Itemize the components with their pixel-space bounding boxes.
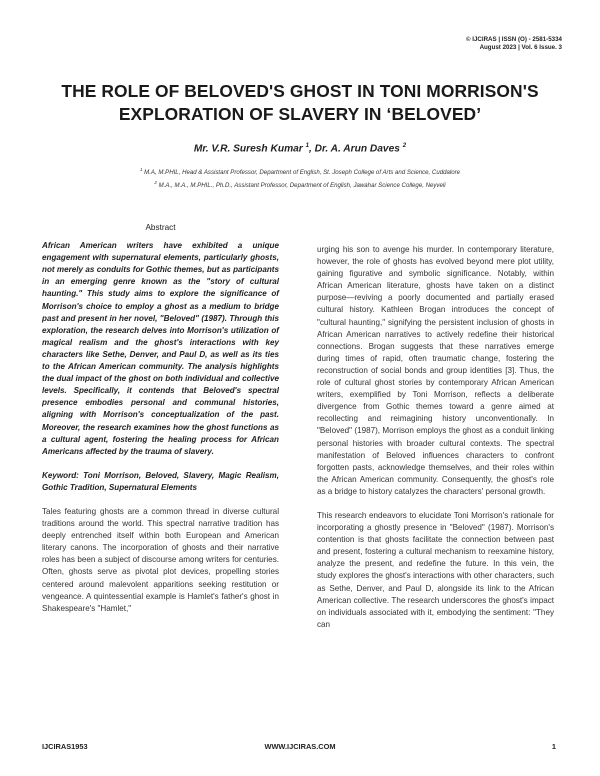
affiliations xyxy=(0,165,600,191)
author-separator: , xyxy=(308,143,315,155)
journal-issn: © IJCIRAS | ISSN (O) - 2581-5334 xyxy=(465,36,562,43)
affiliation-1-sup: 1 xyxy=(139,167,143,172)
journal-issue: August 2023 | Vol. 6 Issue. 3 xyxy=(479,44,562,51)
author-2-sup: 2 xyxy=(402,143,407,149)
footer-page-number: 1 xyxy=(551,742,556,751)
author-2: Dr. A. Arun Daves xyxy=(314,143,400,155)
left-column xyxy=(42,222,279,615)
keywords: Keyword: Toni Morrison, Beloved, Slavery, Magic Realism, Gothic Tradition, Supernatural Elements xyxy=(42,470,279,492)
journal-header xyxy=(466,36,562,52)
affiliation-1-text: M.A, M.PHIL, Head & Assistant Professor, Department of English, St. Joseph College of Arts and Science, Cuddalore xyxy=(144,169,461,177)
body-paragraph-1: Tales featuring ghosts are a common thread in diverse cultural traditions around the world. This spectral narrative tradition has deeply entrenched itself within both European and American literary canons. The incorporation of ghosts and their narrative roles has been a subject of discourse among writers for centuries. Often, ghosts serve as pivotal plot devices, propelling stories centered around malevolent apparitions seeking restitution or vengeance. A quintessential example is Hamlet's father's ghost in Shakespeare's "Hamlet," xyxy=(42,506,279,613)
footer-website: WWW.IJCIRAS.COM xyxy=(264,742,336,751)
authors-line xyxy=(0,143,600,154)
author-1-sup: 1 xyxy=(305,143,309,149)
affiliation-2 xyxy=(0,178,600,191)
author-1: Mr. V.R. Suresh Kumar xyxy=(193,143,303,155)
affiliation-2-text: M.A., M.A., M.PHIL., Ph.D., Assistant Professor, Department of English, Jawahar Science College, Neyveli xyxy=(158,182,446,190)
abstract-heading: Abstract xyxy=(145,223,176,232)
paper-title: THE ROLE OF BELOVED'S GHOST IN TONI MORRISON'S EXPLORATION OF SLAVERY IN ‘BELOVED’ xyxy=(61,81,539,124)
abstract-body: African American writers have exhibited a unique engagement with supernatural elements, particularly ghosts, not merely as conduits for Gothic themes, but as participants in an emerging genre known as the "story of cultural haunting." This study aims to explore the significance of Morrison's choice to employ a ghost as a medium to bridge past and present in her novel, "Beloved" (1987). Through this exploration, the research delves into Morrison's utilization of magical realism and the ghost's interactions with key characters like Sethe, Denver, and Paul D, as well as its ties to the African American community. The analysis highlights the dual impact of the ghost on both individual and collective levels. Specifically, it contends that Beloved's spectral presence embodies personal and communal histories, aligning with Morrison's conceptualization of the past. Moreover, the research examines how the ghost functions as a cultural agent, fostering the healing process for African Americans affected by the trauma of slavery. xyxy=(42,241,279,456)
footer-paper-id: IJCIRAS1953 xyxy=(42,742,88,751)
body-paragraph-3: This research endeavors to elucidate Toni Morrison's rationale for incorporating a ghostly presence in "Beloved" (1987). Morrison's contention is that ghosts facilitate the connection between past and present, fostering a cultural mechanism to reexamine history, analyze the present, and redefine the future. In this vein, the study explores the ghost's interactions with other characters, such as Sethe, Denver, and Paul D, alongside its link to the African American collective. The research underscores the ghost's impact on individuals associated with it, embodying the sentiment: "They can xyxy=(317,510,554,629)
right-column xyxy=(317,244,554,631)
body-paragraph-2: urging his son to avenge his murder. In contemporary literature, however, the role of ghosts has evolved beyond mere plot utility, gaining figurative and symbolic significance. Notably, within African American literature, ghosts have taken on a distinct purpose—reviving a poorly documented and partially erased cultural history. Kathleen Brogan introduces the concept of "cultural haunting," signifying the persistent inclusion of ghosts in African American narratives to actively redefine their historical connections. Brogan suggests that these narratives emerge during times of rapid, often traumatic change, fostering the reconstruction of social bonds and group identities [3]. Thus, the role of cultural ghost stories by contemporary African American writers, exemplified by Toni Morrison, reflects a deliberate divergence from Gothic themes toward a genre aimed at recollecting and reimagining history unconventionally. In "Beloved" (1987), Morrison employs the ghost as a conduit linking personal histories with broader cultural contexts. The spectral manifestation of Beloved influences characters to confront forgotten pasts, acknowledge themselves, and their roles within the African American community. Consequently, the ghost's role as a bridge to history catalyzes the characters' personal growth. xyxy=(317,245,554,496)
affiliation-1 xyxy=(0,165,600,178)
affiliation-2-sup: 2 xyxy=(154,180,157,186)
